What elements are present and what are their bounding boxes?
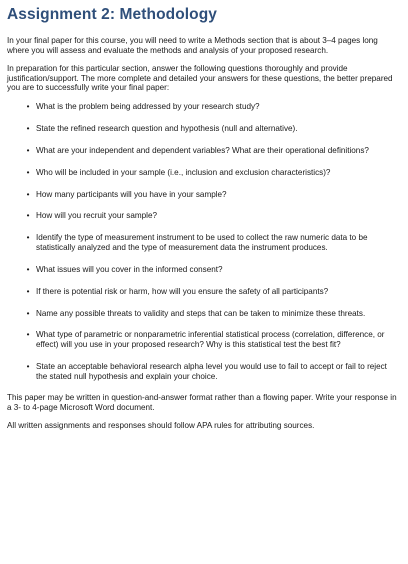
question-list (7, 102, 400, 381)
question-item (7, 102, 400, 112)
bullet-icon: • (26, 123, 30, 133)
question-item (7, 211, 400, 221)
instructions-paragraph: In preparation for this particular section, answer the following questions thoroughly and provide justification/support. The more complete and detailed your answers for these questions, the better prepared you are to successfully write your final paper: (7, 64, 393, 93)
question-text: Who will be included in your sample (i.e., inclusion and exclusion characteristics)? (36, 167, 331, 177)
bullet-icon: • (26, 233, 30, 243)
question-item (7, 330, 400, 349)
format-note: This paper may be written in question-and-answer format rather than a flowing paper. Write your response in a 3- to 4-page Microsoft Word document. (7, 393, 397, 412)
bullet-icon: • (26, 101, 30, 111)
question-item (7, 146, 400, 156)
page-title: Assignment 2: Methodology (7, 6, 218, 23)
bullet-icon: • (26, 189, 30, 199)
question-text: State the refined research question and hypothesis (null and alternative). (36, 123, 298, 133)
question-item (7, 124, 400, 134)
question-text: What issues will you cover in the informed consent? (36, 264, 223, 274)
question-text: If there is potential risk or harm, how will you ensure the safety of all participants? (36, 286, 329, 296)
question-item (7, 362, 400, 381)
question-item (7, 265, 400, 275)
bullet-icon: • (26, 264, 30, 274)
question-text: Name any possible threats to validity and steps that can be taken to minimize these threats. (36, 308, 366, 318)
bullet-icon: • (26, 330, 30, 340)
bullet-icon: • (26, 167, 30, 177)
question-item (7, 168, 400, 178)
question-item (7, 287, 400, 297)
bullet-icon: • (26, 211, 30, 221)
intro-paragraph: In your final paper for this course, you will need to write a Methods section that is about 3–4 pages long where you will assess and evaluate the methods and analysis of your proposed research. (7, 36, 378, 55)
question-text: What is the problem being addressed by your research study? (36, 101, 260, 111)
question-text: What are your independent and dependent variables? What are their operational definitions? (36, 145, 369, 155)
question-text: How many participants will you have in your sample? (36, 189, 227, 199)
bullet-icon: • (26, 286, 30, 296)
apa-note: All written assignments and responses should follow APA rules for attributing sources. (7, 421, 315, 431)
question-item (7, 190, 400, 200)
bullet-icon: • (26, 308, 30, 318)
question-item (7, 309, 400, 319)
question-text: State an acceptable behavioral research alpha level you would use to fail to accept or fail to reject the stated null hypothesis and explain your choice. (36, 361, 387, 381)
question-text: Identify the type of measurement instrument to be used to collect the raw numeric data to be statistically analyzed and the type of measurement data the instrument produces. (36, 233, 368, 252)
question-text: What type of parametric or nonparametric inferential statistical process (correlation, difference, or effect) will you use in your proposed research? Why is this statistical test the best fit? (36, 330, 385, 350)
question-item (7, 233, 400, 252)
bullet-icon: • (26, 361, 30, 371)
question-text: How will you recruit your sample? (36, 211, 158, 221)
bullet-icon: • (26, 145, 30, 155)
